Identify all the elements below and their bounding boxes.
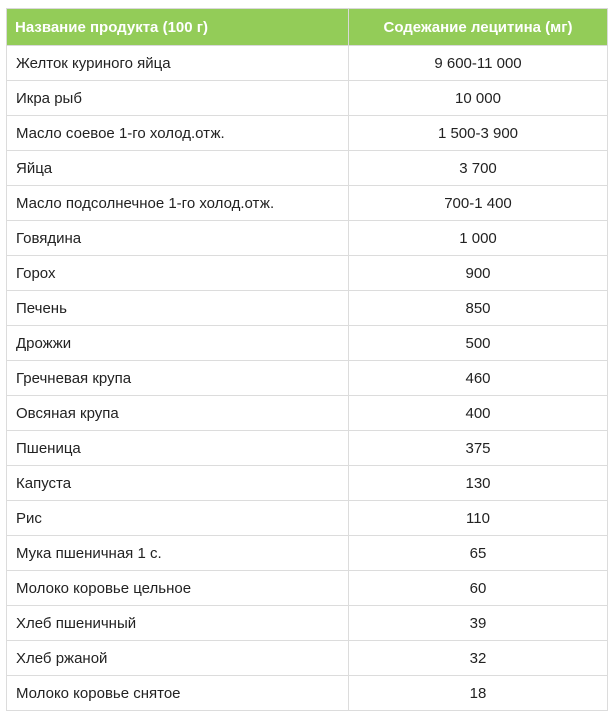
product-name-cell: Масло подсолнечное 1-го холод.отж.: [7, 186, 349, 221]
lecithin-value-cell: 32: [349, 641, 608, 676]
column-header-product: Название продукта (100 г): [7, 9, 349, 46]
product-name-cell: Молоко коровье цельное: [7, 571, 349, 606]
product-name-cell: Масло соевое 1-го холод.отж.: [7, 116, 349, 151]
lecithin-value-cell: 9 600-11 000: [349, 46, 608, 81]
product-name-cell: Хлеб пшеничный: [7, 606, 349, 641]
lecithin-value-cell: 1 000: [349, 221, 608, 256]
table-row: [7, 326, 608, 361]
table-row: [7, 431, 608, 466]
product-name-cell: Желток куриного яйца: [7, 46, 349, 81]
product-name-cell: Рис: [7, 501, 349, 536]
lecithin-value-cell: 10 000: [349, 81, 608, 116]
lecithin-value-cell: 400: [349, 396, 608, 431]
product-name-cell: Яйца: [7, 151, 349, 186]
product-name-cell: Пшеница: [7, 431, 349, 466]
product-name-cell: Печень: [7, 291, 349, 326]
table-row: [7, 46, 608, 81]
product-name-cell: Капуста: [7, 466, 349, 501]
lecithin-value-cell: 460: [349, 361, 608, 396]
product-name-cell: Мука пшеничная 1 с.: [7, 536, 349, 571]
table-row: [7, 186, 608, 221]
lecithin-value-cell: 900: [349, 256, 608, 291]
lecithin-value-cell: 18: [349, 676, 608, 711]
lecithin-value-cell: 65: [349, 536, 608, 571]
lecithin-value-cell: 700-1 400: [349, 186, 608, 221]
table-row: [7, 571, 608, 606]
table-row: [7, 641, 608, 676]
table-row: [7, 466, 608, 501]
table-row: [7, 396, 608, 431]
table-row: [7, 221, 608, 256]
table-row: [7, 536, 608, 571]
product-name-cell: Икра рыб: [7, 81, 349, 116]
table-row: [7, 256, 608, 291]
table-row: [7, 361, 608, 396]
product-name-cell: Говядина: [7, 221, 349, 256]
table-row: [7, 116, 608, 151]
table-row: [7, 81, 608, 116]
table-header-row: [7, 9, 608, 46]
lecithin-value-cell: 850: [349, 291, 608, 326]
lecithin-value-cell: 130: [349, 466, 608, 501]
lecithin-value-cell: 3 700: [349, 151, 608, 186]
lecithin-table-container: [6, 8, 607, 711]
product-name-cell: Гречневая крупа: [7, 361, 349, 396]
table-row: [7, 291, 608, 326]
product-name-cell: Овсяная крупа: [7, 396, 349, 431]
lecithin-value-cell: 60: [349, 571, 608, 606]
lecithin-value-cell: 1 500-3 900: [349, 116, 608, 151]
table-body: [7, 46, 608, 711]
lecithin-table: [6, 8, 608, 711]
lecithin-value-cell: 110: [349, 501, 608, 536]
table-row: [7, 606, 608, 641]
table-row: [7, 151, 608, 186]
lecithin-value-cell: 39: [349, 606, 608, 641]
product-name-cell: Горох: [7, 256, 349, 291]
table-row: [7, 501, 608, 536]
product-name-cell: Хлеб ржаной: [7, 641, 349, 676]
product-name-cell: Дрожжи: [7, 326, 349, 361]
column-header-lecithin: Содежание лецитина (мг): [349, 9, 608, 46]
product-name-cell: Молоко коровье снятое: [7, 676, 349, 711]
lecithin-value-cell: 375: [349, 431, 608, 466]
table-row: [7, 676, 608, 711]
lecithin-value-cell: 500: [349, 326, 608, 361]
